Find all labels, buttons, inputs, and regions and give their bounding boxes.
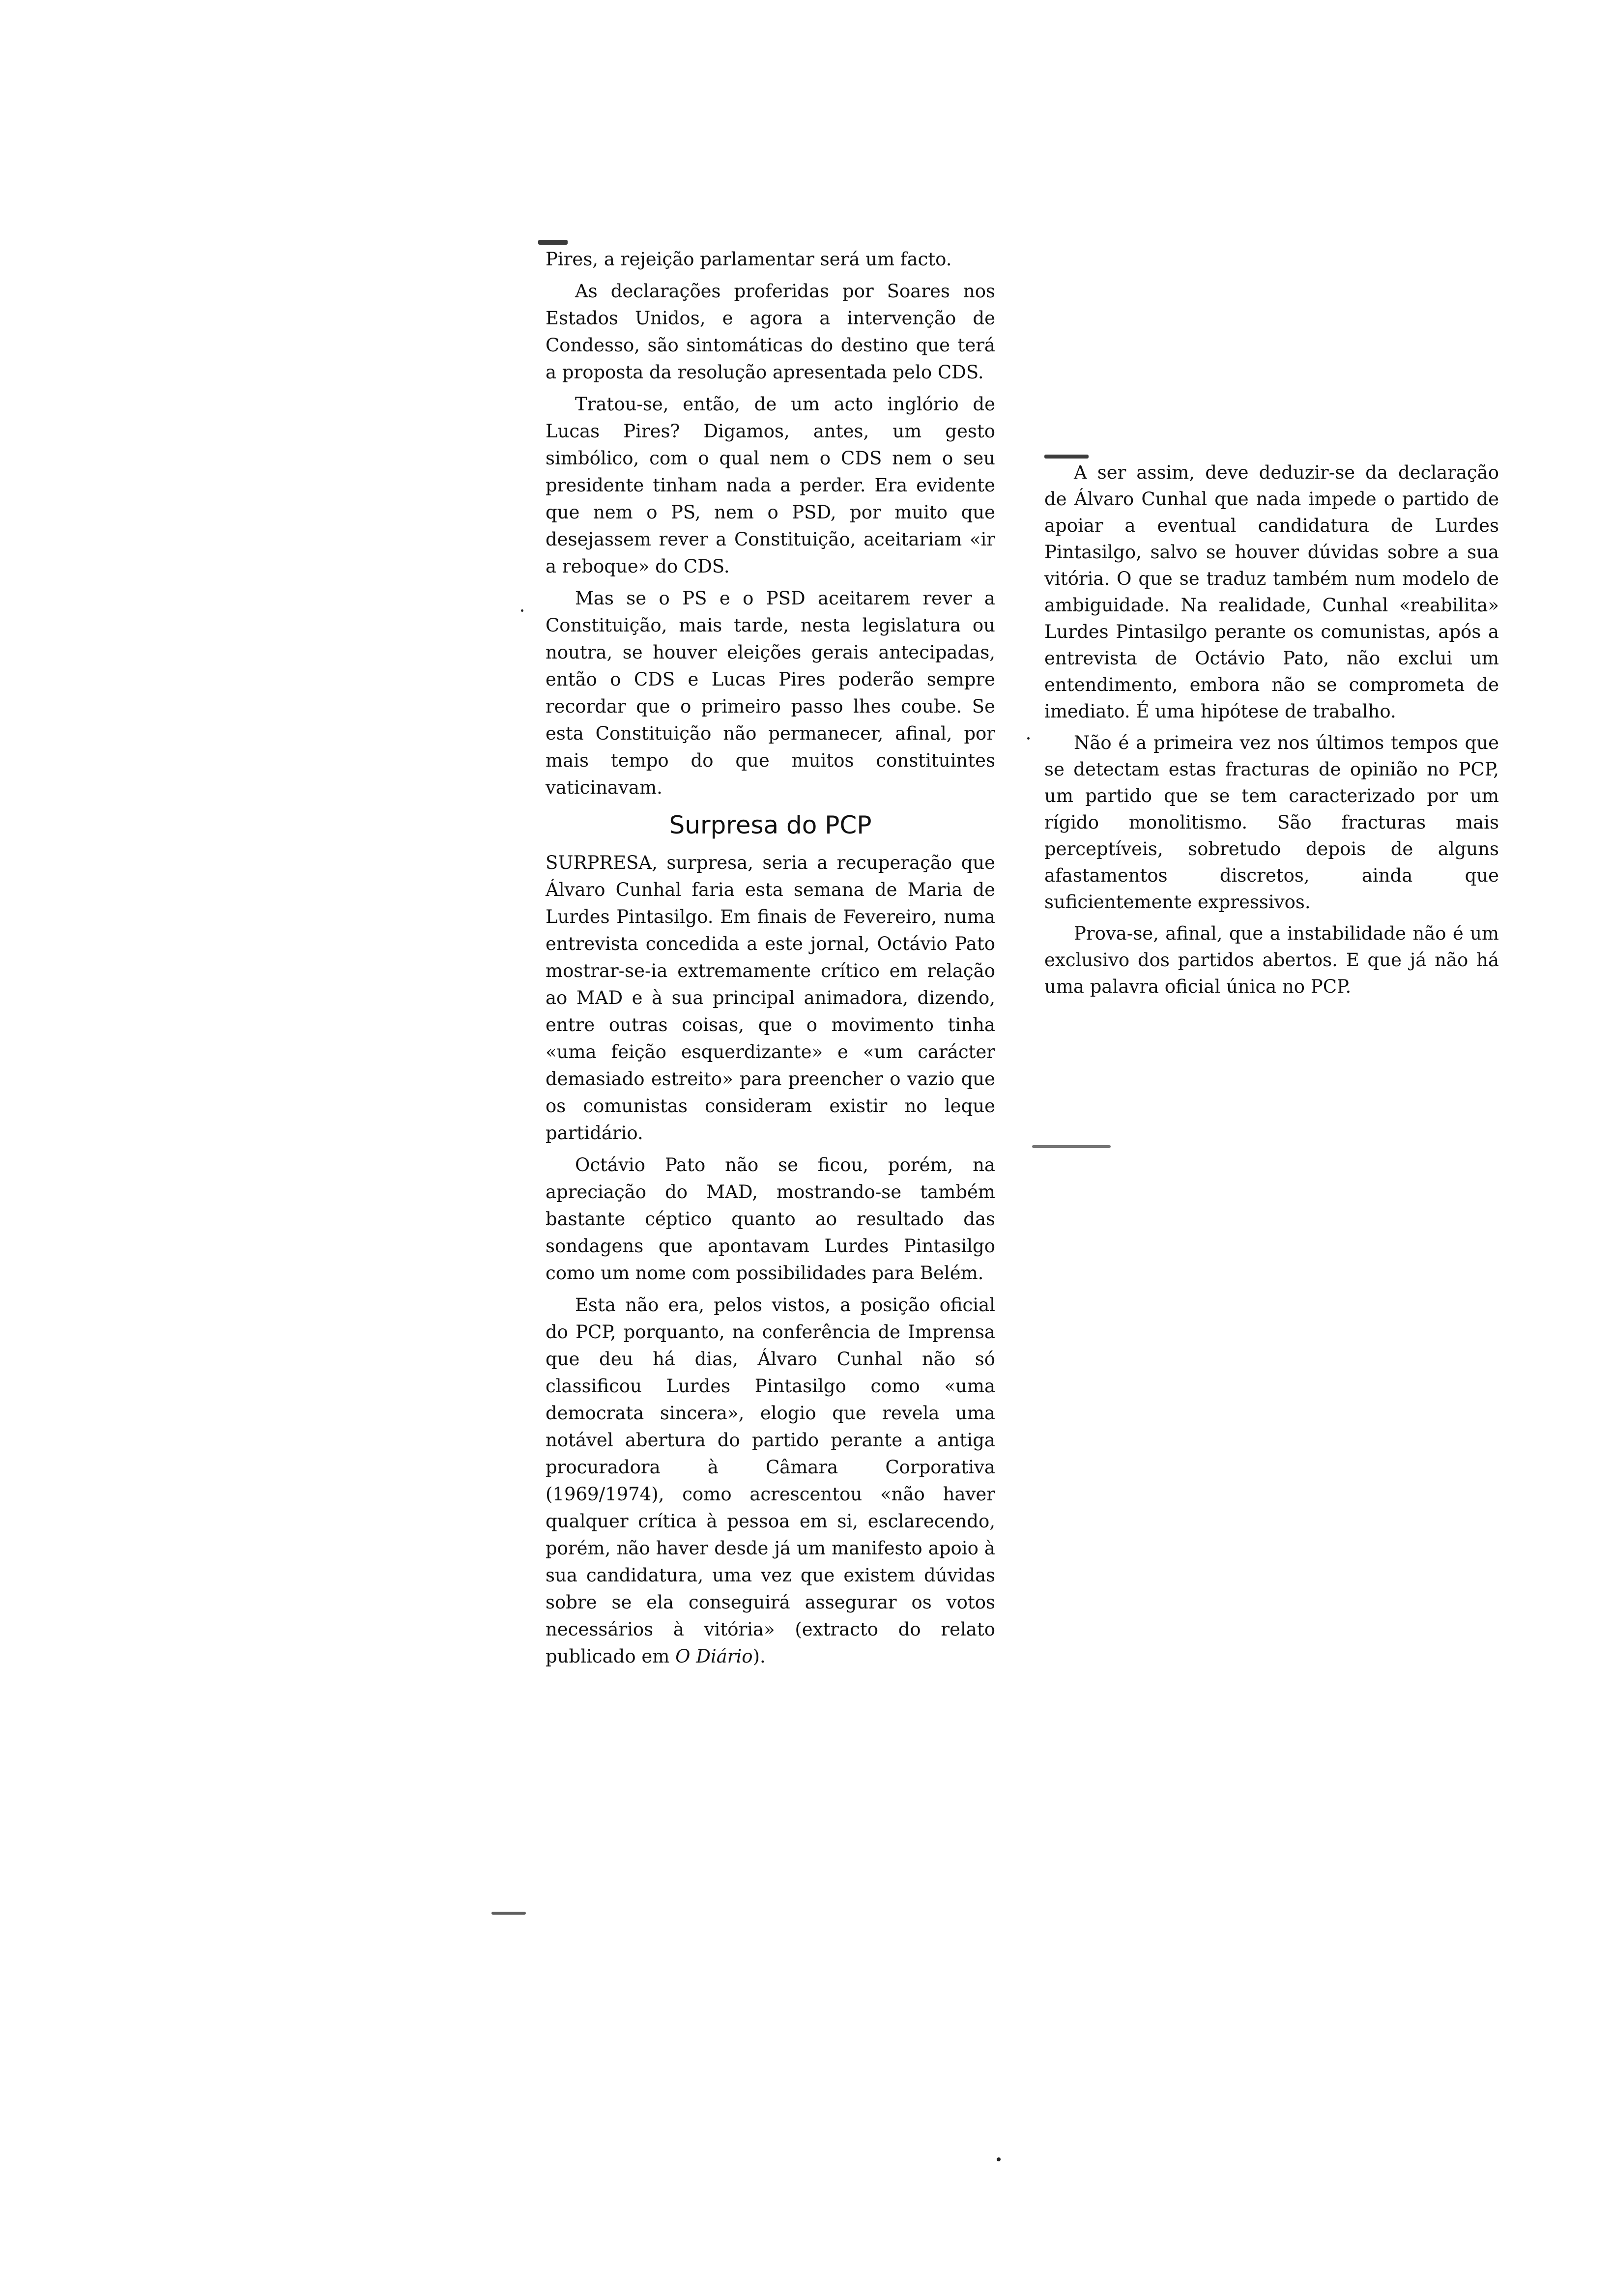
- paragraph: [546, 1292, 995, 1670]
- paragraph: Pires, a rejeição parlamentar será um facto.: [546, 249, 952, 270]
- paragraph: Octávio Pato não se ficou, porém, na apreciação do MAD, mostrando-se também bastante céptico quanto ao resultado das sondagens que apontavam Lurdes Pintasilgo como um nome com possibilidades para Belém.: [546, 1154, 995, 1284]
- paragraph-text: Esta não era, pelos vistos, a posição oficial do PCP, porquanto, na conferência de Imprensa que deu há dias, Álvaro Cunhal não só classificou Lurdes Pintasilgo como «uma democrata sincera», elogio que revela uma notável abertura do partido perante a antiga procuradora à Câmara Corporativa (1969/1974), como acrescentou «não haver qualquer crítica à pessoa em si, esclarecendo, porém, não haver desde já um manifesto apoio à sua candidatura, uma vez que existem dúvidas sobre se ela conseguirá assegurar os votos necessários à vitória» (extracto do relato publicado em: [546, 1294, 995, 1667]
- article-column-left: [546, 246, 995, 1675]
- scan-artifact: [1044, 455, 1089, 459]
- paragraph: Não é a primeira vez nos últimos tempos que se detectam estas fracturas de opinião no PCP, um partido que se tem caracterizado por um rígido monolitismo. São fracturas mais perceptíveis, sobretudo depois de alguns afastamentos discretos, ainda que suficientemente expressivos.: [1044, 732, 1499, 913]
- scan-speck: [997, 2157, 1001, 2161]
- paragraph: As declarações proferidas por Soares nos Estados Unidos, e agora a intervenção de Condesso, são sintomáticas do destino que terá a proposta da resolução apresentada pelo CDS.: [546, 281, 995, 383]
- section-subheading: Surpresa do PCP: [669, 811, 872, 839]
- newspaper-name: O Diário: [675, 1646, 753, 1667]
- article-column-right: [1044, 459, 1499, 1005]
- paragraph: A ser assim, deve deduzir-se da declaração de Álvaro Cunhal que nada impede o partido de apoiar a eventual candidatura de Lurdes Pintasilgo, salvo se houver dúvidas sobre a sua vitória. O que se traduz também num modelo de ambiguidade. Na realidade, Cunhal «reabilita» Lurdes Pintasilgo perante os comunistas, após a entrevista de Octávio Pato, não exclui um entendimento, embora não se comprometa de imediato. É uma hipótese de trabalho.: [1044, 462, 1499, 722]
- scan-speck: [521, 609, 523, 612]
- paragraph-text: ).: [752, 1646, 766, 1667]
- scan-artifact: [1032, 1145, 1111, 1148]
- paragraph: Mas se o PS e o PSD aceitarem rever a Constituição, mais tarde, nesta legislatura ou noutra, se houver eleições gerais antecipadas, então o CDS e Lucas Pires poderão sempre recordar que o primeiro passo lhes coube. Se esta Constituição não permanecer, afinal, por mais tempo do que muitos constituintes vaticinavam.: [546, 588, 995, 798]
- scan-speck: [1027, 737, 1030, 740]
- paragraph: Prova-se, afinal, que a instabilidade não é um exclusivo dos partidos abertos. E que já não há uma palavra oficial única no PCP.: [1044, 923, 1499, 997]
- paragraph: Tratou-se, então, de um acto inglório de Lucas Pires? Digamos, antes, um gesto simbólico, com o qual nem o CDS nem o seu presidente tinham nada a perder. Era evidente que nem o PS, nem o PSD, por muito que desejassem rever a Constituição, aceitariam «ir a reboque» do CDS.: [546, 394, 995, 577]
- scan-artifact: [491, 1912, 526, 1915]
- scan-artifact: [538, 240, 568, 245]
- paragraph: SURPRESA, surpresa, seria a recuperação que Álvaro Cunhal faria esta semana de Maria de Lurdes Pintasilgo. Em finais de Fevereiro, numa entrevista concedida a este jornal, Octávio Pato mostrar-se-ia extremamente crítico em relação ao MAD e à sua principal animadora, dizendo, entre outras coisas, que o movimento tinha «uma feição esquerdizante» e «um carácter demasiado estreito» para preencher o vazio que os comunistas consideram existir no leque partidário.: [546, 852, 995, 1144]
